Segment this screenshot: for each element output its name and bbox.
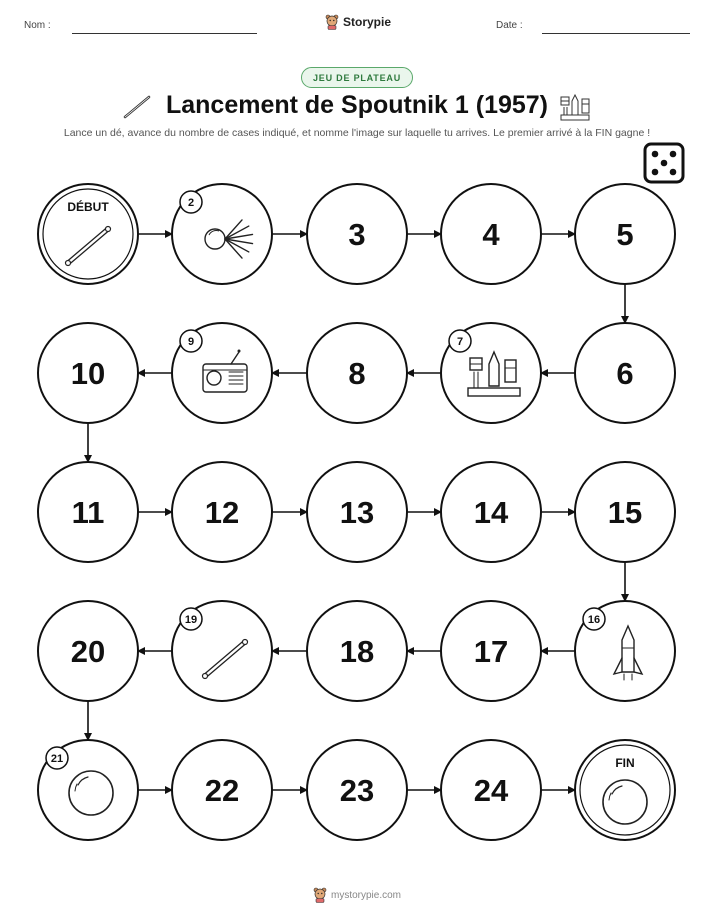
cell-badge-number: 21 bbox=[50, 753, 64, 765]
cell-number: 20 bbox=[70, 634, 106, 669]
cell-number: 14 bbox=[473, 495, 509, 530]
board-cell-11[interactable] bbox=[38, 462, 138, 562]
cell-badge-number: 16 bbox=[587, 614, 601, 626]
board-cell-5[interactable] bbox=[575, 184, 675, 284]
cell-number: 6 bbox=[616, 356, 634, 391]
board-cell-12[interactable] bbox=[172, 462, 272, 562]
board-cell-14[interactable] bbox=[441, 462, 541, 562]
game-type-badge: JEU DE PLATEAU bbox=[301, 67, 413, 88]
start-label: DÉBUT bbox=[67, 200, 109, 214]
board-cell-8[interactable] bbox=[307, 323, 407, 423]
board-cell-17[interactable] bbox=[441, 601, 541, 701]
end-label: FIN bbox=[615, 756, 635, 770]
cell-badge-number: 2 bbox=[187, 197, 195, 209]
board-cell-23[interactable] bbox=[307, 740, 407, 840]
cell-number: 5 bbox=[616, 217, 634, 252]
board-cell-2[interactable] bbox=[172, 184, 272, 284]
brand-name: Storypie bbox=[343, 15, 392, 29]
board-cell-13[interactable] bbox=[307, 462, 407, 562]
date-label: Date : bbox=[496, 20, 523, 31]
board-cell-4[interactable] bbox=[441, 184, 541, 284]
board-cell-22[interactable] bbox=[172, 740, 272, 840]
cell-number: 24 bbox=[473, 773, 509, 808]
cell-number: 17 bbox=[473, 634, 509, 669]
board-cell-9[interactable] bbox=[172, 323, 272, 423]
board-cell-16[interactable] bbox=[575, 601, 675, 701]
board-cell-24[interactable] bbox=[441, 740, 541, 840]
cell-number: 8 bbox=[348, 356, 366, 391]
board-cell-21[interactable] bbox=[38, 740, 138, 840]
board-cell-3[interactable] bbox=[307, 184, 407, 284]
cell-number: 11 bbox=[71, 495, 105, 530]
instructions: Lance un dé, avance du nombre de cases indiqué, et nomme l'image sur laquelle tu arrives. Le premier arrivé à la FIN gagne ! bbox=[63, 127, 651, 139]
cell-number: 13 bbox=[339, 495, 375, 530]
cell-number: 15 bbox=[607, 495, 643, 530]
footer-url[interactable]: mystorypie.com bbox=[330, 889, 401, 901]
bear-mascot-icon bbox=[313, 887, 327, 903]
cell-number: 18 bbox=[339, 634, 375, 669]
cell-badge-number: 19 bbox=[184, 614, 198, 626]
footer bbox=[0, 887, 714, 903]
cell-number: 4 bbox=[482, 217, 500, 252]
board-cell-10[interactable] bbox=[38, 323, 138, 423]
board-cell-1[interactable] bbox=[38, 184, 138, 284]
page-title: Lancement de Spoutnik 1 (1957) bbox=[165, 91, 549, 119]
board-cell-6[interactable] bbox=[575, 323, 675, 423]
cell-number: 12 bbox=[204, 495, 240, 530]
board-cell-18[interactable] bbox=[307, 601, 407, 701]
board-cell-20[interactable] bbox=[38, 601, 138, 701]
board-cell-7[interactable] bbox=[441, 323, 541, 423]
board-cell-19[interactable] bbox=[172, 601, 272, 701]
cell-badge-number: 7 bbox=[456, 336, 464, 348]
cell-badge-number: 9 bbox=[187, 336, 195, 348]
cell-number: 22 bbox=[204, 773, 240, 808]
cell-number: 23 bbox=[339, 773, 375, 808]
cell-number: 10 bbox=[70, 356, 106, 391]
cell-number: 3 bbox=[348, 217, 366, 252]
board-cell-15[interactable] bbox=[575, 462, 675, 562]
name-label: Nom : bbox=[24, 20, 51, 31]
board-cell-25[interactable] bbox=[575, 740, 675, 840]
